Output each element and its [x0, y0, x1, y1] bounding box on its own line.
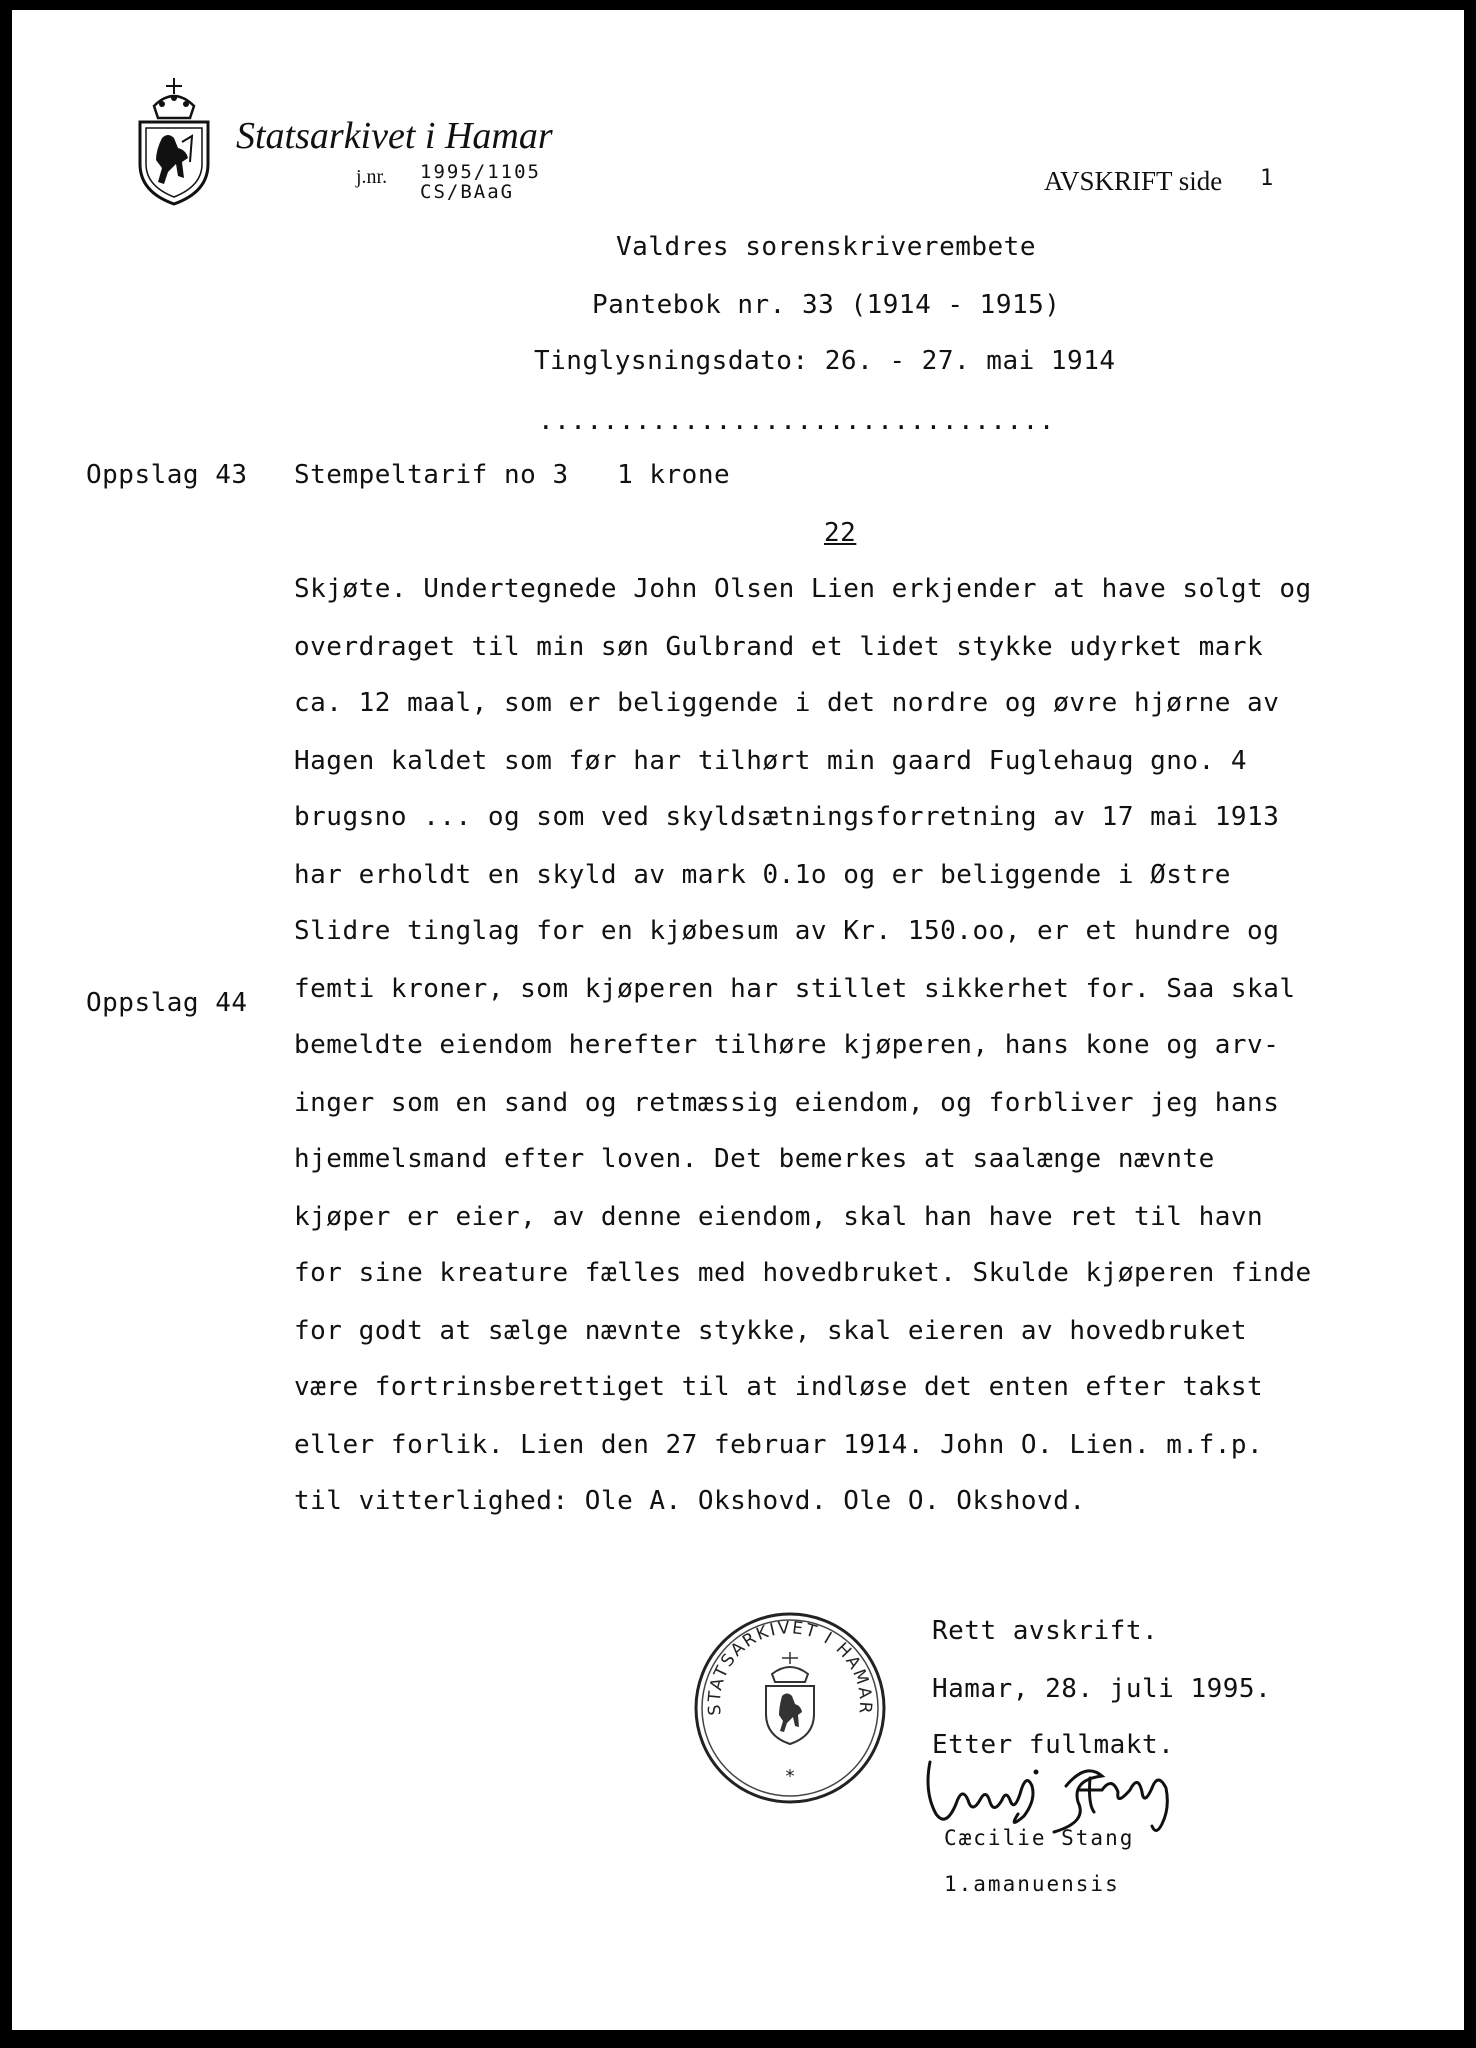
body-line: inger som en sand og retmæssig eiendom, og forbliver jeg hans — [294, 1088, 1280, 1118]
page-number: 1 — [1260, 166, 1274, 191]
margin-note-oppslag-43: Oppslag 43 — [86, 460, 248, 490]
jnr-initials: CS/BAaG — [420, 181, 515, 203]
coat-of-arms-icon — [128, 76, 220, 208]
office-title: Valdres sorenskriverembete — [616, 232, 1036, 262]
body-line: ca. 12 maal, som er beliggende i det nordre og øvre hjørne av — [294, 688, 1280, 718]
certification-authority: Etter fullmakt. — [932, 1730, 1175, 1760]
body-line: eller forlik. Lien den 27 februar 1914. John O. Lien. m.f.p. — [294, 1430, 1264, 1460]
entry-number: 22 — [824, 518, 857, 548]
book-title: Pantebok nr. 33 (1914 - 1915) — [592, 290, 1061, 320]
body-line: være fortrinsberettiget til at indløse det enten efter takst — [294, 1372, 1264, 1402]
dotted-separator: ................................ — [538, 406, 1055, 436]
body-line: for godt at sælge nævnte stykke, skal eieren av hovedbruket — [294, 1316, 1248, 1346]
signatory-title: 1.amanuensis — [944, 1872, 1120, 1896]
avskrift-label: AVSKRIFT side — [1044, 166, 1223, 196]
body-line: har erholdt en skyld av mark 0.1o og er beliggende i Østre — [294, 860, 1231, 890]
document-page — [12, 10, 1464, 2030]
jnr-value: 1995/1105 — [420, 161, 541, 183]
body-line: Skjøte. Undertegnede John Olsen Lien erkjender at have solgt og — [294, 574, 1312, 604]
seal-star: * — [785, 1766, 795, 1787]
body-line: Slidre tinglag for en kjøbesum av Kr. 150.oo, er et hundre og — [294, 916, 1280, 946]
body-line: femti kroner, som kjøperen har stillet sikkerhet for. Saa skal — [294, 974, 1296, 1004]
certification-rett-avskrift: Rett avskrift. — [932, 1616, 1159, 1646]
body-line: til vitterlighed: Ole A. Okshovd. Ole O. Okshovd. — [294, 1486, 1086, 1516]
signatory-name: Cæcilie Stang — [944, 1826, 1135, 1850]
body-line: bemeldte eiendom herefter tilhøre kjøperen, hans kone og arv- — [294, 1030, 1280, 1060]
margin-note-oppslag-44: Oppslag 44 — [86, 988, 248, 1018]
handwritten-signature — [916, 1756, 1186, 1836]
body-line: hjemmelsmand efter loven. Det bemerkes at saalænge nævnte — [294, 1144, 1215, 1174]
body-line: overdraget til min søn Gulbrand et lidet stykke udyrket mark — [294, 632, 1264, 662]
tinglysning-date: Tinglysningsdato: 26. - 27. mai 1914 — [534, 346, 1116, 376]
official-seal — [692, 1610, 888, 1806]
body-line: kjøper er eier, av denne eiendom, skal han have ret til havn — [294, 1202, 1264, 1232]
seal-coat-of-arms-icon — [766, 1652, 814, 1744]
jnr-label: j.nr. — [356, 166, 388, 188]
seal-text: STATSARKIVET I HAMAR — [704, 1618, 876, 1717]
body-line: Hagen kaldet som før har tilhørt min gaard Fuglehaug gno. 4 — [294, 746, 1248, 776]
stamp-tariff: Stempeltarif no 3 1 krone — [294, 460, 731, 490]
body-line: for sine kreature fælles med hovedbruket. Skulde kjøperen finde — [294, 1258, 1312, 1288]
certification-place-date: Hamar, 28. juli 1995. — [932, 1674, 1272, 1704]
archive-name: Statsarkivet i Hamar — [236, 115, 553, 157]
body-line: brugsno ... og som ved skyldsætningsforretning av 17 mai 1913 — [294, 802, 1280, 832]
